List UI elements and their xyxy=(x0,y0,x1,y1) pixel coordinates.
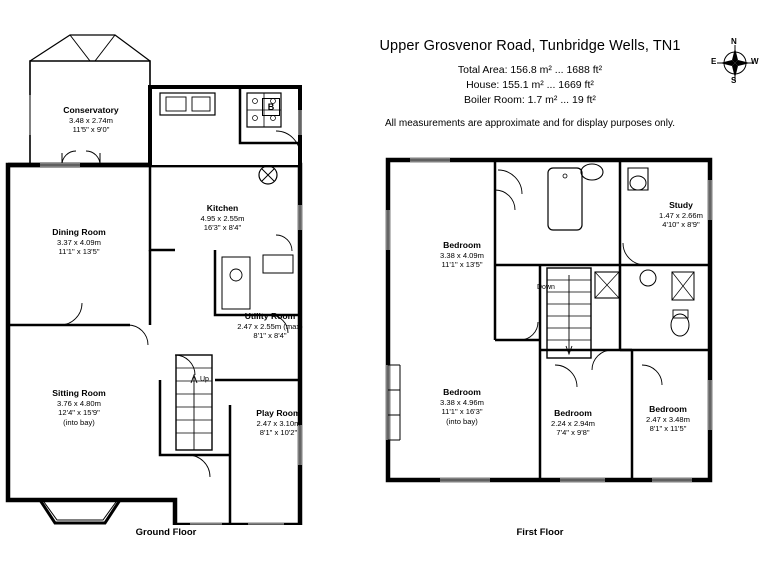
room-name: Bedroom xyxy=(649,404,687,414)
conservatory-roof xyxy=(30,35,150,61)
room-name: Bedroom xyxy=(554,408,592,418)
ground-floor-label: Ground Floor xyxy=(135,527,197,538)
room-name: Study xyxy=(669,200,693,210)
stairs-down-label: Down xyxy=(537,284,555,291)
room-name: Dining Room xyxy=(52,227,106,237)
room-dim-imperial: 8'1" x 10'2" xyxy=(259,428,298,438)
room-dim-metric: 2.24 x 2.94m xyxy=(551,418,595,428)
room-dim-imperial: 11'1" x 13'5" xyxy=(58,247,100,257)
room-name: Play Room xyxy=(256,408,301,418)
room-dim-note: (into bay) xyxy=(63,417,95,427)
room-dim-metric: 3.38 x 4.96m xyxy=(440,397,484,407)
room-label-dining-room xyxy=(24,227,134,257)
first-floor-label: First Floor xyxy=(516,527,564,538)
room-name: Bedroom xyxy=(443,387,481,397)
room-name: Sitting Room xyxy=(52,388,106,398)
boiler-room-letter: B xyxy=(267,102,275,112)
compass-rose xyxy=(710,38,760,88)
room-label-bedroom-1 xyxy=(412,240,512,270)
room-dim-metric: 3.48 x 2.74m xyxy=(69,115,113,125)
room-dim-imperial: 16'3" x 8'4" xyxy=(203,223,242,233)
room-dim-metric: 4.95 x 2.55m xyxy=(200,213,245,223)
room-label-conservatory xyxy=(36,105,146,135)
room-dim-metric: 2.47 x 3.10m xyxy=(256,418,301,428)
room-dim-imperial: 8'1" x 8'4" xyxy=(253,331,287,341)
compass-label-east: E xyxy=(711,57,717,66)
room-name: Kitchen xyxy=(206,203,239,213)
room-dim-metric: 2.47 x 2.55m (max) xyxy=(237,321,303,331)
house-area-text: House: 155.1 m² ... 1669 ft² xyxy=(466,79,594,91)
compass-label-west: W xyxy=(751,57,759,66)
total-area-text: Total Area: 156.8 m² ... 1688 ft² xyxy=(457,64,603,76)
room-label-bedroom-3 xyxy=(525,408,621,438)
boiler-room-marker xyxy=(262,98,280,116)
room-name: Bedroom xyxy=(443,240,481,250)
room-dim-imperial: 8'1" x 11'5" xyxy=(649,424,687,434)
room-dim-metric: 1.47 x 2.66m xyxy=(659,210,703,220)
room-label-bedroom-4 xyxy=(620,404,716,434)
disclaimer-text: All measurements are approximate and for display purposes only. xyxy=(385,118,675,129)
room-dim-imperial: 11'5" x 9'0" xyxy=(72,125,110,135)
room-name: Conservatory xyxy=(63,105,119,115)
room-dim-note: (into bay) xyxy=(446,416,478,426)
compass-label-north: N xyxy=(731,37,737,46)
conservatory-roof-ridges xyxy=(70,35,115,61)
room-label-utility-room xyxy=(214,311,326,341)
room-label-play-room xyxy=(226,408,331,438)
room-dim-metric: 3.76 x 4.80m xyxy=(57,398,101,408)
stairs-up-label: Up xyxy=(200,376,209,383)
room-label-bedroom-2 xyxy=(412,387,512,426)
boiler-area-text: Boiler Room: 1.7 m² ... 19 ft² xyxy=(464,94,596,106)
room-label-study xyxy=(633,200,729,230)
room-dim-imperial: 4'10" x 8'9" xyxy=(662,220,700,230)
title-block xyxy=(330,38,730,129)
ground-floor-plan xyxy=(0,25,340,525)
room-dim-imperial: 12'4" x 15'9" xyxy=(58,408,100,418)
room-label-sitting-room xyxy=(24,388,134,427)
room-dim-imperial: 11'1" x 13'5" xyxy=(441,260,483,270)
page-title: Upper Grosvenor Road, Tunbridge Wells, TN1 xyxy=(379,38,681,54)
room-dim-imperial: 11'1" x 16'3" xyxy=(441,407,483,417)
room-dim-imperial: 7'4" x 9'8" xyxy=(556,428,590,438)
room-name: Utility Room xyxy=(244,311,296,321)
room-dim-metric: 3.38 x 4.09m xyxy=(440,250,484,260)
compass-label-south: S xyxy=(731,76,737,85)
room-label-kitchen xyxy=(170,203,275,233)
sitting-bay-inner xyxy=(44,502,116,520)
room-dim-metric: 3.37 x 4.09m xyxy=(57,237,101,247)
room-dim-metric: 2.47 x 3.48m xyxy=(646,414,690,424)
